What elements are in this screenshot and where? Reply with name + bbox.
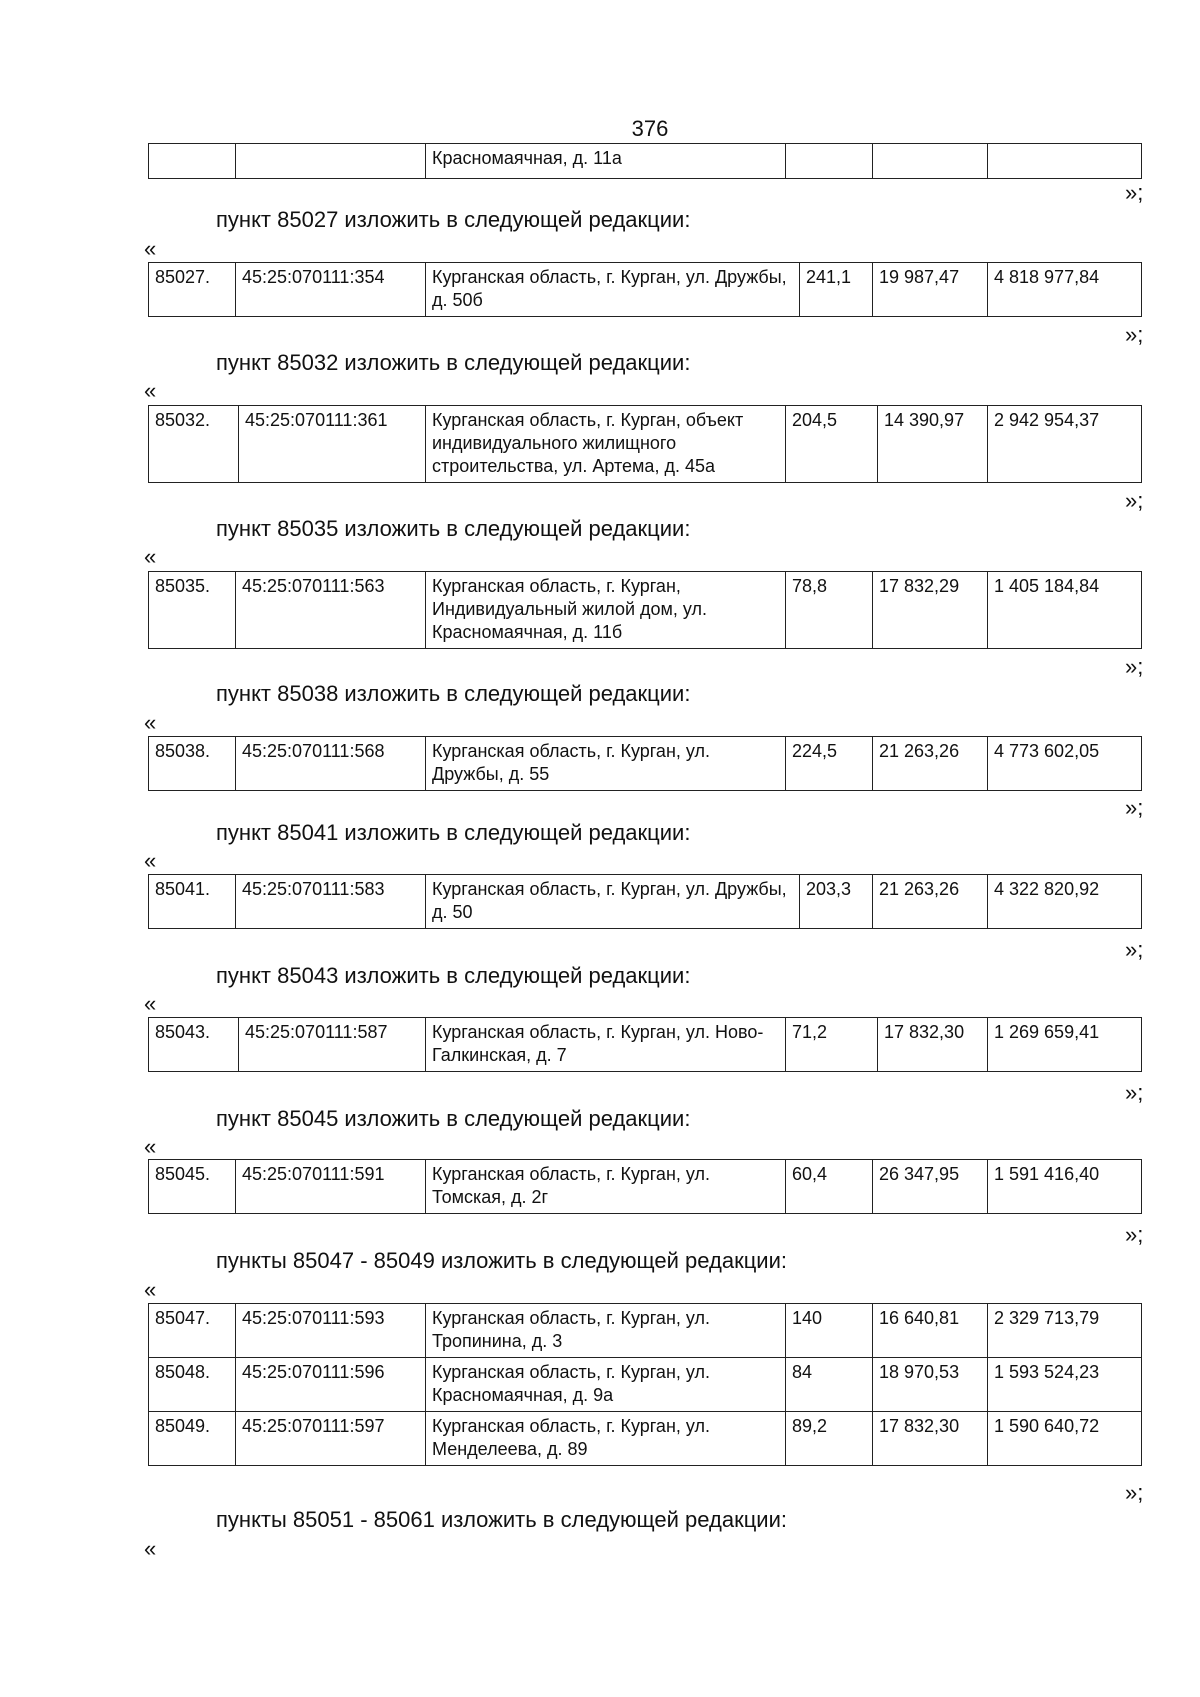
cell-value: 1 593 524,23 — [988, 1358, 1142, 1412]
table-row — [149, 572, 1142, 649]
cell-area: 84 — [786, 1358, 873, 1412]
cell-num: 85049. — [149, 1412, 236, 1466]
cell-cadastre — [236, 144, 426, 179]
cell-num: 85041. — [149, 875, 236, 929]
section-heading: пункт 85041 изложить в следующей редакции: — [216, 820, 691, 845]
cell-area: 204,5 — [786, 406, 878, 483]
table-row — [149, 1412, 1142, 1466]
cell-cadastre: 45:25:070111:563 — [236, 572, 426, 649]
cell-rate: 26 347,95 — [873, 1160, 988, 1214]
cell-cadastre: 45:25:070111:596 — [236, 1358, 426, 1412]
close-quote: »; — [1125, 795, 1144, 820]
table-row — [149, 263, 1142, 317]
cell-value: 4 818 977,84 — [988, 263, 1142, 317]
register-table — [148, 1303, 1142, 1466]
cell-num: 85038. — [149, 737, 236, 791]
table-row — [149, 406, 1142, 483]
cell-cadastre: 45:25:070111:568 — [236, 737, 426, 791]
cell-rate: 17 832,29 — [873, 572, 988, 649]
close-quote: »; — [1125, 180, 1144, 205]
close-quote: »; — [1125, 1222, 1144, 1247]
cell-rate — [873, 144, 988, 179]
cell-num: 85045. — [149, 1160, 236, 1214]
register-table — [148, 736, 1142, 791]
cell-cadastre: 45:25:070111:593 — [236, 1304, 426, 1358]
cell-address: Курганская область, г. Курган, ул. Тропинина, д. 3 — [426, 1304, 786, 1358]
close-quote: »; — [1125, 1480, 1144, 1505]
cell-area: 71,2 — [786, 1018, 878, 1072]
open-quote: « — [144, 848, 157, 873]
cell-address: Красномаячная, д. 11а — [426, 144, 786, 179]
cell-num: 85035. — [149, 572, 236, 649]
cell-value: 2 942 954,37 — [988, 406, 1142, 483]
table-row — [149, 144, 1142, 179]
register-table — [148, 262, 1142, 317]
cell-rate: 21 263,26 — [873, 875, 988, 929]
cell-value: 4 773 602,05 — [988, 737, 1142, 791]
cell-address: Курганская область, г. Курган, ул. Томская, д. 2г — [426, 1160, 786, 1214]
cell-num: 85032. — [149, 406, 239, 483]
cell-num: 85027. — [149, 263, 236, 317]
open-quote: « — [144, 1536, 157, 1561]
cell-value: 1 590 640,72 — [988, 1412, 1142, 1466]
cell-cadastre: 45:25:070111:597 — [236, 1412, 426, 1466]
cell-cadastre: 45:25:070111:587 — [239, 1018, 426, 1072]
close-quote: »; — [1125, 654, 1144, 679]
section-heading: пункт 85038 изложить в следующей редакции: — [216, 681, 691, 706]
register-table — [148, 874, 1142, 929]
cell-address: Курганская область, г. Курган, объект индивидуального жилищного строительства, ул. Артема, д. 45а — [426, 406, 786, 483]
section-heading: пункт 85027 изложить в следующей редакции: — [216, 207, 691, 232]
open-quote: « — [144, 1134, 157, 1159]
cell-area: 203,3 — [800, 875, 873, 929]
cell-num: 85043. — [149, 1018, 239, 1072]
cell-rate: 19 987,47 — [873, 263, 988, 317]
table-row — [149, 737, 1142, 791]
cell-rate: 18 970,53 — [873, 1358, 988, 1412]
cell-rate: 21 263,26 — [873, 737, 988, 791]
cell-value: 4 322 820,92 — [988, 875, 1142, 929]
cell-value — [988, 144, 1142, 179]
cell-rate: 14 390,97 — [878, 406, 988, 483]
cell-cadastre: 45:25:070111:591 — [236, 1160, 426, 1214]
cell-address: Курганская область, г. Курган, ул. Дружбы, д. 50 — [426, 875, 800, 929]
table-row — [149, 875, 1142, 929]
cell-num: 85047. — [149, 1304, 236, 1358]
cell-address: Курганская область, г. Курган, Индивидуальный жилой дом, ул. Красномаячная, д. 11б — [426, 572, 786, 649]
cell-num: 85048. — [149, 1358, 236, 1412]
cell-cadastre: 45:25:070111:583 — [236, 875, 426, 929]
open-quote: « — [144, 236, 157, 261]
close-quote: »; — [1125, 322, 1144, 347]
cell-area: 60,4 — [786, 1160, 873, 1214]
section-heading: пункты 85047 - 85049 изложить в следующей редакции: — [216, 1248, 788, 1273]
cell-area: 224,5 — [786, 737, 873, 791]
section-heading: пункт 85045 изложить в следующей редакции: — [216, 1106, 691, 1131]
section-heading: пункт 85043 изложить в следующей редакции: — [216, 963, 691, 988]
open-quote: « — [144, 378, 157, 403]
page-number: 376 — [631, 116, 669, 141]
table-row — [149, 1304, 1142, 1358]
register-table — [148, 571, 1142, 649]
cell-cadastre: 45:25:070111:361 — [239, 406, 426, 483]
open-quote: « — [144, 1277, 157, 1302]
cell-cadastre: 45:25:070111:354 — [236, 263, 426, 317]
section-heading: пункт 85035 изложить в следующей редакции: — [216, 516, 691, 541]
register-table — [148, 405, 1142, 483]
cell-address: Курганская область, г. Курган, ул. Дружбы, д. 55 — [426, 737, 786, 791]
table-row — [149, 1358, 1142, 1412]
cell-num — [149, 144, 236, 179]
cell-area: 78,8 — [786, 572, 873, 649]
cell-area: 140 — [786, 1304, 873, 1358]
cell-address: Курганская область, г. Курган, ул. Ново-Галкинская, д. 7 — [426, 1018, 786, 1072]
section-heading: пункт 85032 изложить в следующей редакции: — [216, 350, 691, 375]
cell-area: 241,1 — [800, 263, 873, 317]
open-quote: « — [144, 710, 157, 735]
cell-address: Курганская область, г. Курган, ул. Дружбы, д. 50б — [426, 263, 800, 317]
cell-area: 89,2 — [786, 1412, 873, 1466]
cell-rate: 17 832,30 — [878, 1018, 988, 1072]
register-table — [148, 1159, 1142, 1214]
continuation-table — [148, 143, 1142, 179]
cell-address: Курганская область, г. Курган, ул. Менделеева, д. 89 — [426, 1412, 786, 1466]
cell-value: 1 405 184,84 — [988, 572, 1142, 649]
cell-address: Курганская область, г. Курган, ул. Красномаячная, д. 9а — [426, 1358, 786, 1412]
close-quote: »; — [1125, 1080, 1144, 1105]
open-quote: « — [144, 991, 157, 1016]
section-heading: пункты 85051 - 85061 изложить в следующей редакции: — [216, 1507, 788, 1532]
register-table — [148, 1017, 1142, 1072]
open-quote: « — [144, 544, 157, 569]
cell-area — [786, 144, 873, 179]
cell-rate: 17 832,30 — [873, 1412, 988, 1466]
table-row — [149, 1018, 1142, 1072]
close-quote: »; — [1125, 488, 1144, 513]
cell-value: 1 591 416,40 — [988, 1160, 1142, 1214]
table-row — [149, 1160, 1142, 1214]
close-quote: »; — [1125, 937, 1144, 962]
cell-rate: 16 640,81 — [873, 1304, 988, 1358]
cell-value: 2 329 713,79 — [988, 1304, 1142, 1358]
cell-value: 1 269 659,41 — [988, 1018, 1142, 1072]
